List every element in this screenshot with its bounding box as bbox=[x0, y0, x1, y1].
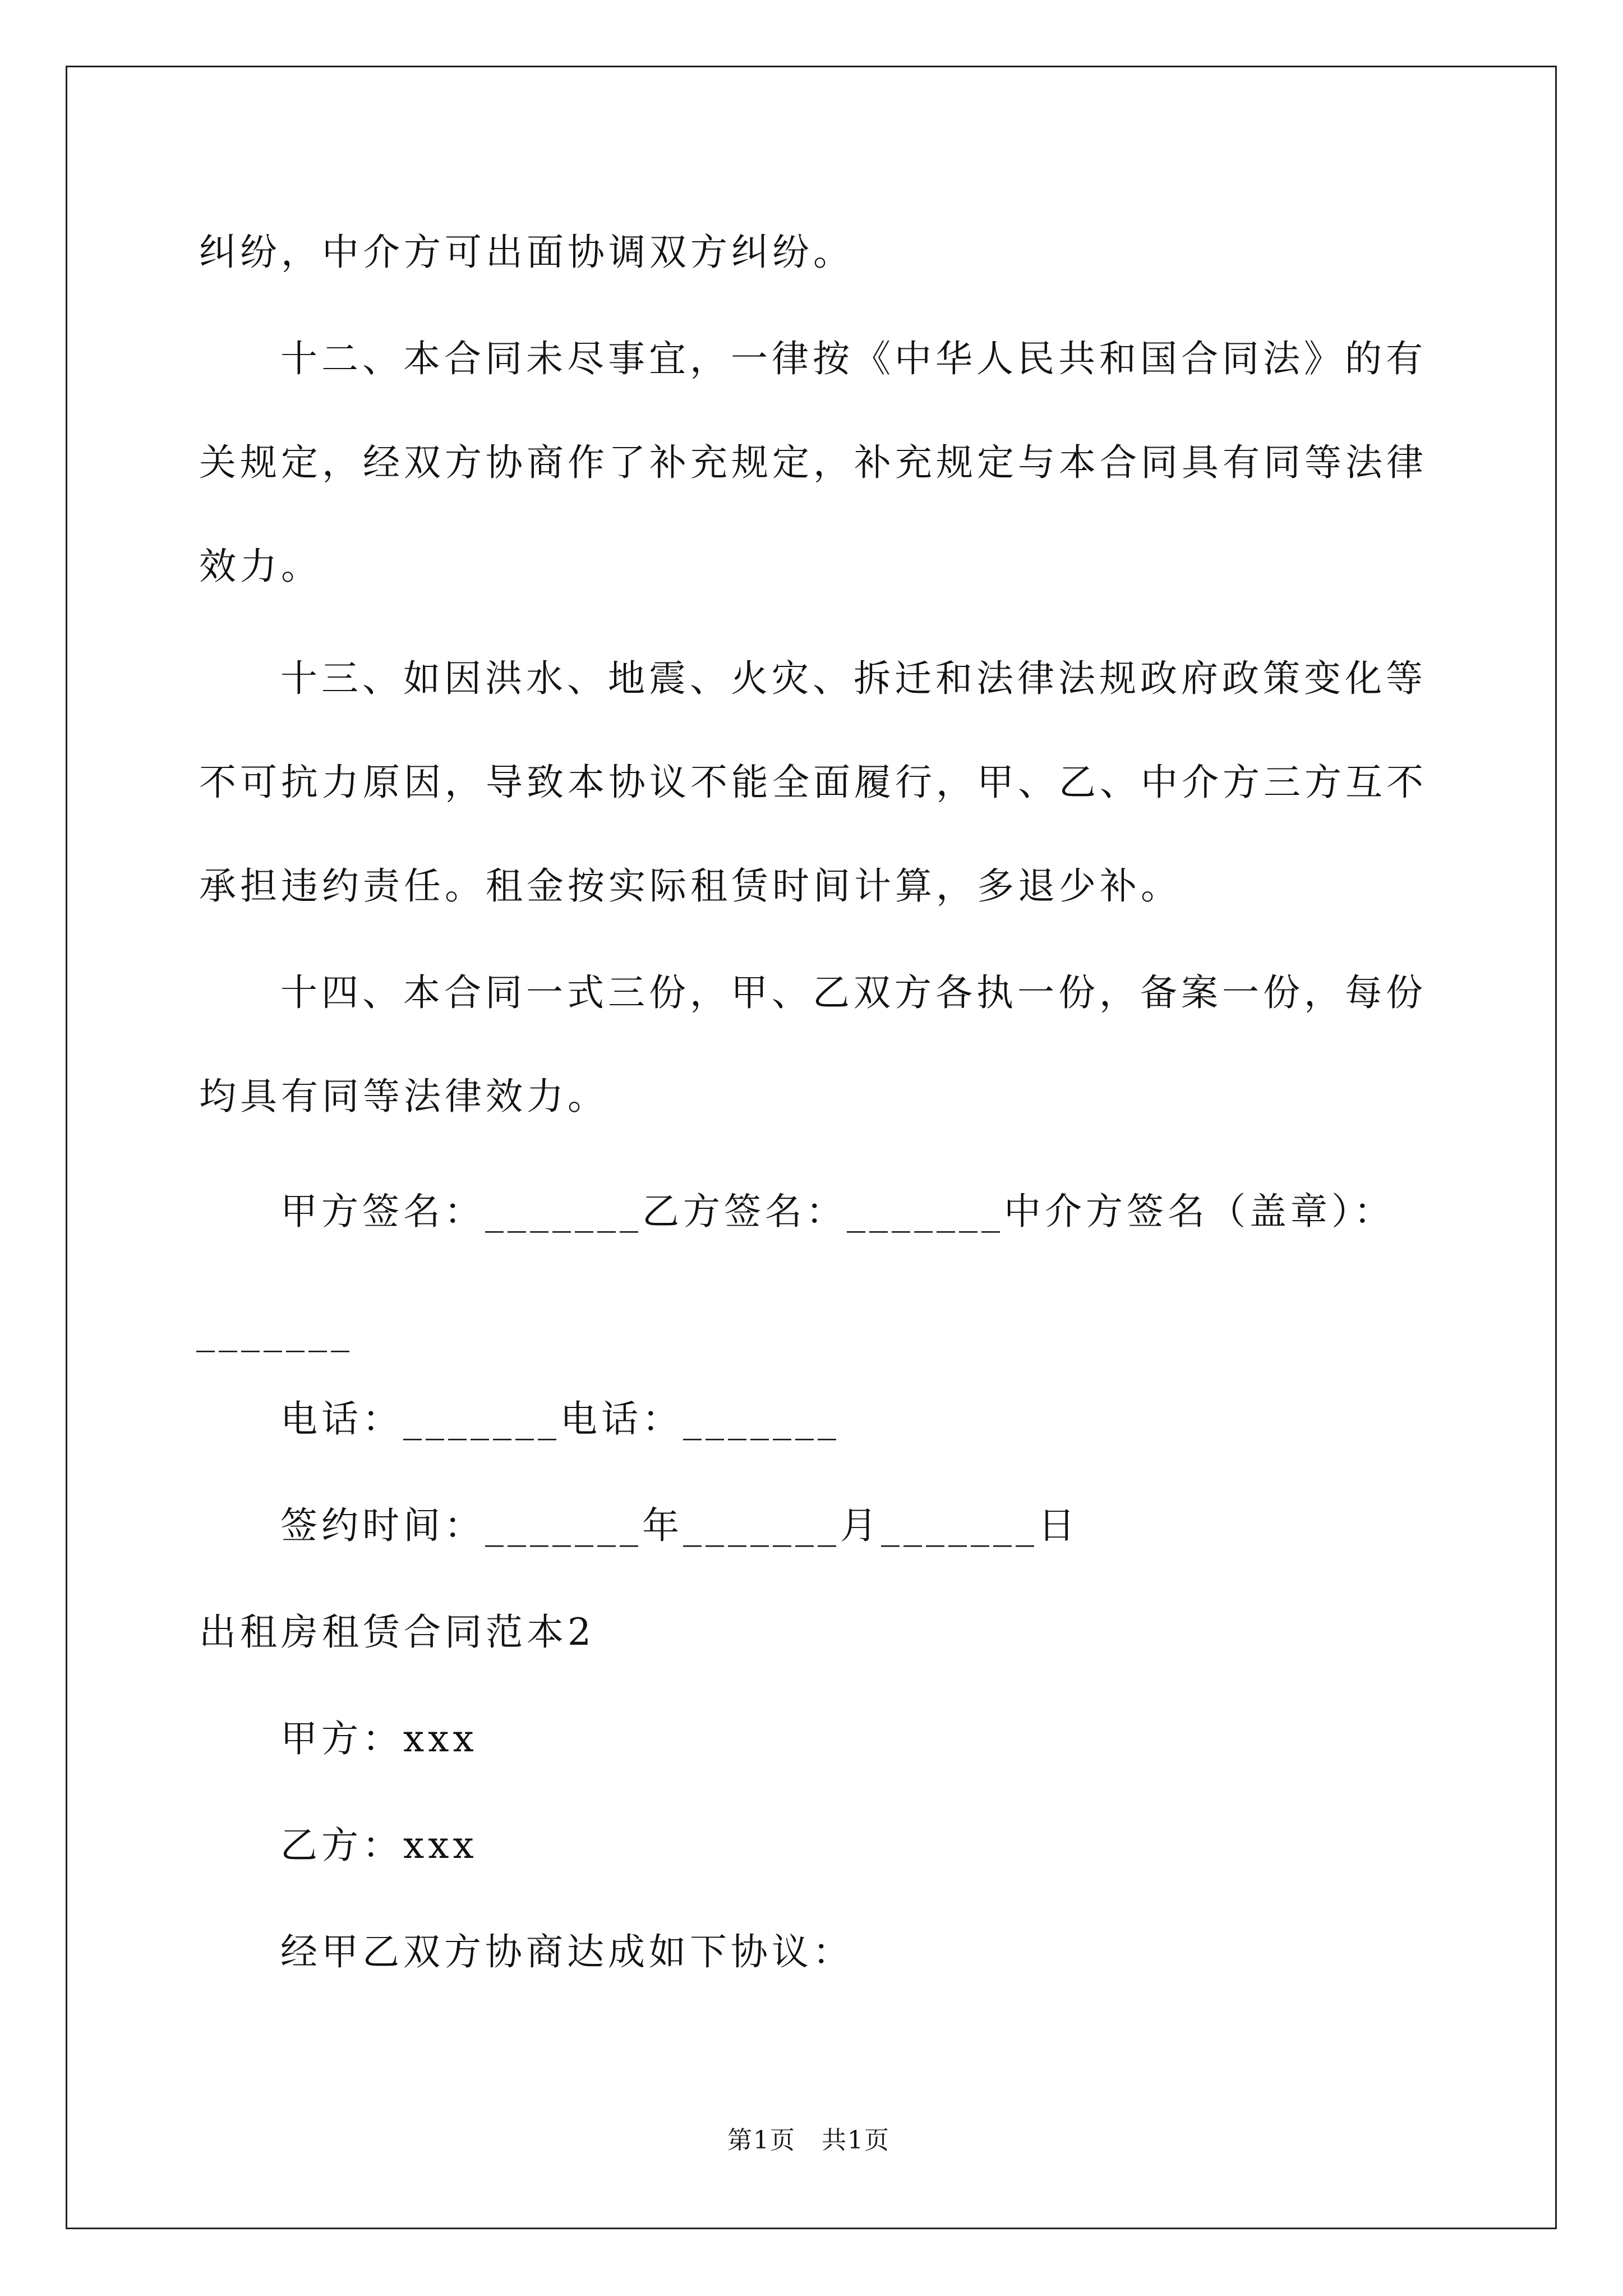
page-border bbox=[66, 66, 1557, 2229]
signature-blank: _______ bbox=[196, 1309, 353, 1352]
signature-line: 甲方签名：_______乙方签名：_______中介方签名（盖章）： bbox=[280, 1190, 1395, 1233]
clause-14-line-2: 均具有同等法律效力。 bbox=[199, 1075, 608, 1118]
clause-12-line-2: 关规定，经双方协商作了补充规定，补充规定与本合同具有同等法律 bbox=[199, 441, 1427, 484]
text-line-dispute: 纠纷，中介方可出面协调双方纠纷。 bbox=[199, 231, 854, 274]
party-b-line: 乙方：xxx bbox=[280, 1824, 478, 1867]
party-a-line: 甲方：xxx bbox=[280, 1717, 478, 1760]
clause-13-line-3: 承担违约责任。租金按实际租赁时间计算，多退少补。 bbox=[199, 864, 1182, 908]
clause-13-line-2: 不可抗力原因，导致本协议不能全面履行，甲、乙、中介方三方互不 bbox=[199, 761, 1427, 804]
phone-line: 电话：_______电话：_______ bbox=[280, 1397, 840, 1441]
clause-13-line-1: 十三、如因洪水、地震、火灾、拆迁和法律法规政府政策变化等 bbox=[280, 657, 1427, 700]
clause-12-line-3: 效力。 bbox=[199, 545, 322, 588]
agreement-intro-line: 经甲乙双方协商达成如下协议： bbox=[280, 1930, 854, 1973]
clause-14-line-1: 十四、本合同一式三份，甲、乙双方各执一份，备案一份，每份 bbox=[280, 971, 1427, 1014]
clause-12-line-1: 十二、本合同未尽事宜，一律按《中华人民共和国合同法》的有 bbox=[280, 337, 1427, 380]
signing-date-line: 签约时间：_______年_______月_______日 bbox=[280, 1504, 1079, 1547]
page-number: 第1页 共1页 bbox=[727, 2126, 890, 2155]
section-title: 出租房租赁合同范本2 bbox=[199, 1611, 595, 1654]
